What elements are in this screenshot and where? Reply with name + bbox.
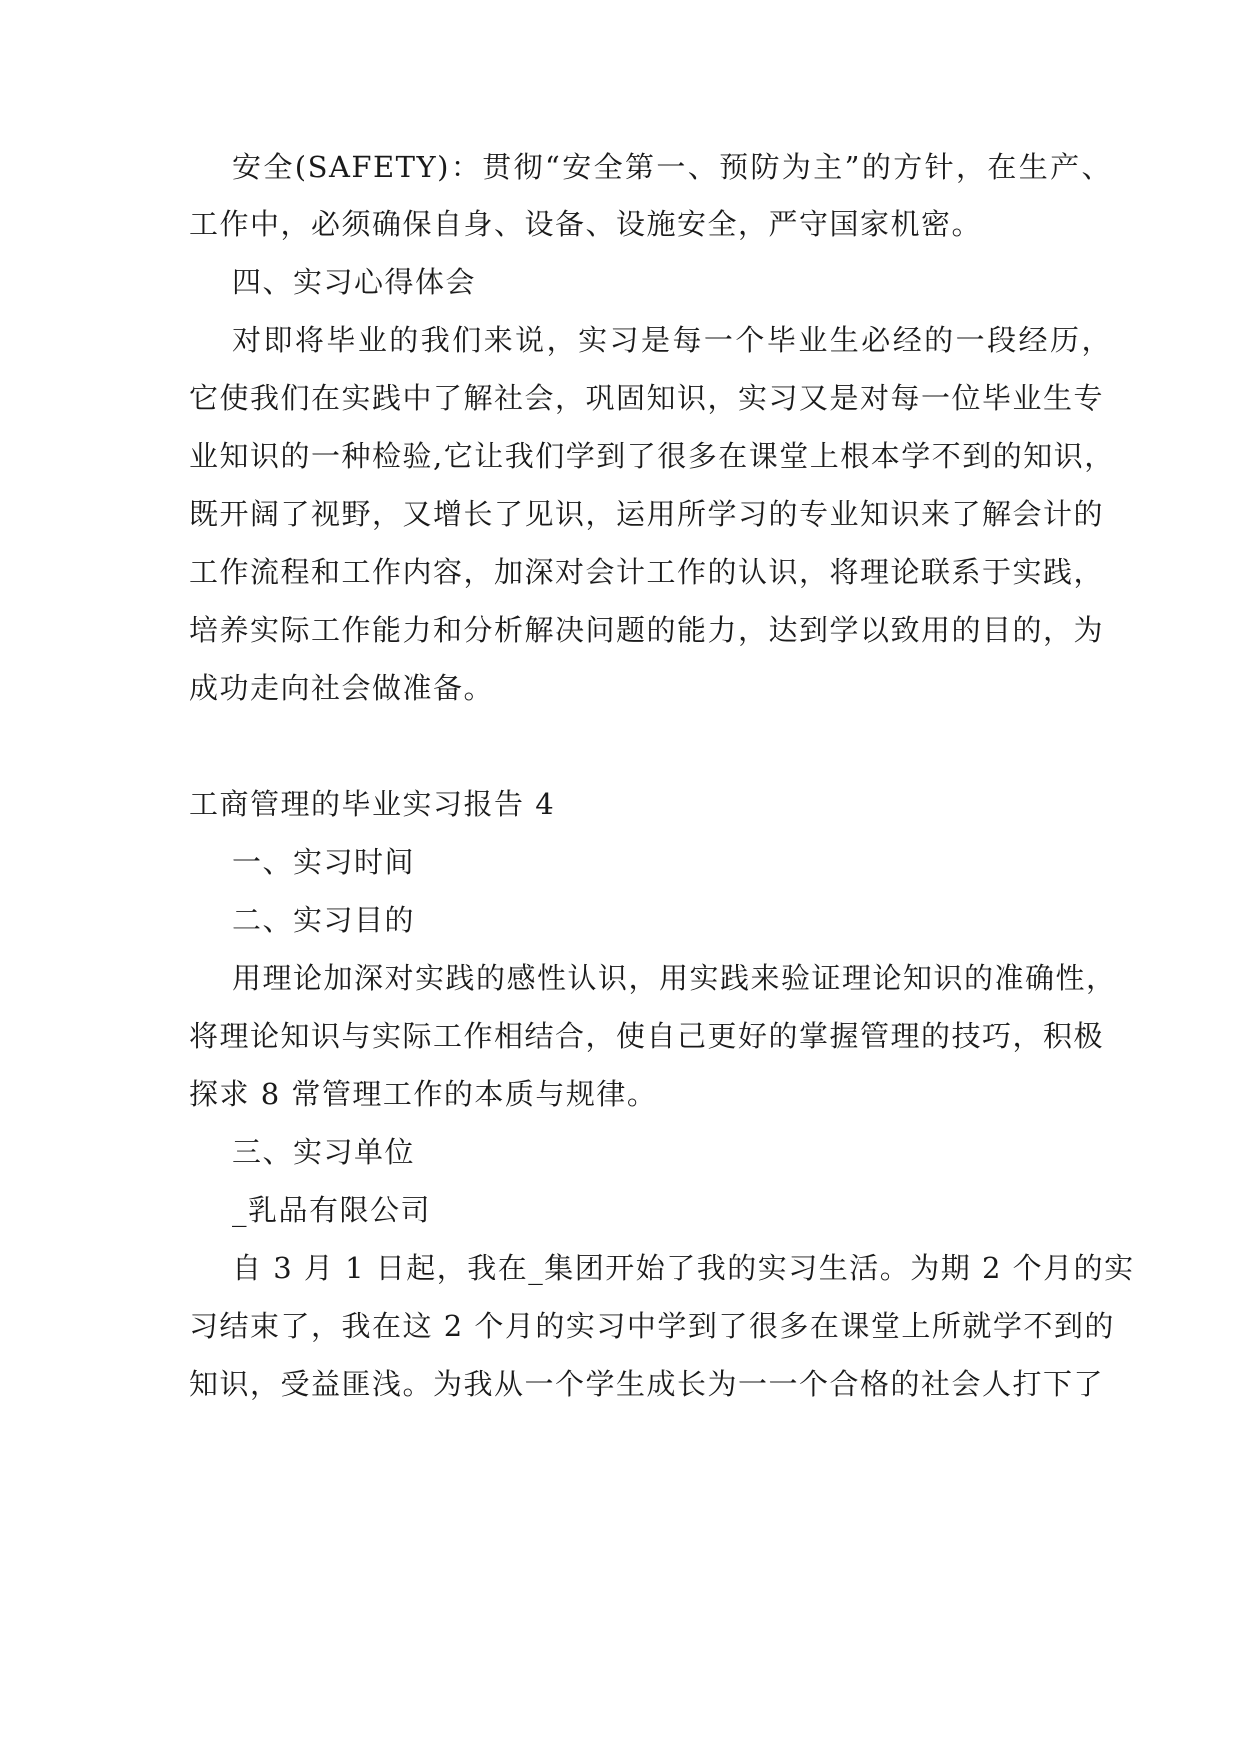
paragraph-safety-line-1: 安全(SAFETY)：贯彻“安全第一、预防为主”的方针，在生产、 <box>232 150 1112 184</box>
paragraph-purpose-line-3: 探求 8 常管理工作的本质与规律。 <box>189 1077 658 1111</box>
company-name: _乳品有限公司 <box>232 1193 432 1227</box>
paragraph-reflection-line-3: 业知识的一种检验,它让我们学到了很多在课堂上根本学不到的知识， <box>189 439 1115 473</box>
report-title: 工商管理的毕业实习报告 4 <box>189 787 556 821</box>
paragraph-reflection-line-2: 它使我们在实践中了解社会，巩固知识，实习又是对每一位毕业生专 <box>189 381 1105 415</box>
paragraph-experience-line-3: 知识，受益匪浅。为我从一个学生成长为一一个合格的社会人打下了 <box>189 1367 1105 1401</box>
paragraph-reflection-line-6: 培养实际工作能力和分析解决问题的能力，达到学以致用的目的，为 <box>189 613 1105 647</box>
paragraph-reflection-line-4: 既开阔了视野，又增长了见识，运用所学习的专业知识来了解会计的 <box>189 497 1105 531</box>
section-heading-internship-unit: 三、实习单位 <box>232 1135 416 1169</box>
paragraph-purpose-line-1: 用理论加深对实践的感性认识，用实践来验证理论知识的准确性， <box>232 961 1117 995</box>
paragraph-purpose-line-2: 将理论知识与实际工作相结合，使自己更好的掌握管理的技巧，积极 <box>189 1019 1105 1053</box>
section-heading-internship-time: 一、实习时间 <box>232 845 416 879</box>
section-heading-internship-reflection: 四、实习心得体会 <box>232 265 477 299</box>
paragraph-experience-line-2: 习结束了，我在这 2 个月的实习中学到了很多在课堂上所就学不到的 <box>189 1309 1115 1343</box>
paragraph-reflection-line-5: 工作流程和工作内容，加深对会计工作的认识，将理论联系于实践， <box>189 555 1105 589</box>
section-heading-internship-purpose: 二、实习目的 <box>232 903 416 937</box>
paragraph-reflection-line-7: 成功走向社会做准备。 <box>189 671 495 705</box>
paragraph-safety-line-2: 工作中，必须确保自身、设备、设施安全，严守国家机密。 <box>189 207 983 241</box>
paragraph-reflection-line-1: 对即将毕业的我们来说，实习是每一个毕业生必经的一段经历， <box>232 323 1112 357</box>
paragraph-experience-line-1: 自 3 月 1 日起，我在_集团开始了我的实习生活。为期 2 个月的实 <box>232 1251 1135 1285</box>
